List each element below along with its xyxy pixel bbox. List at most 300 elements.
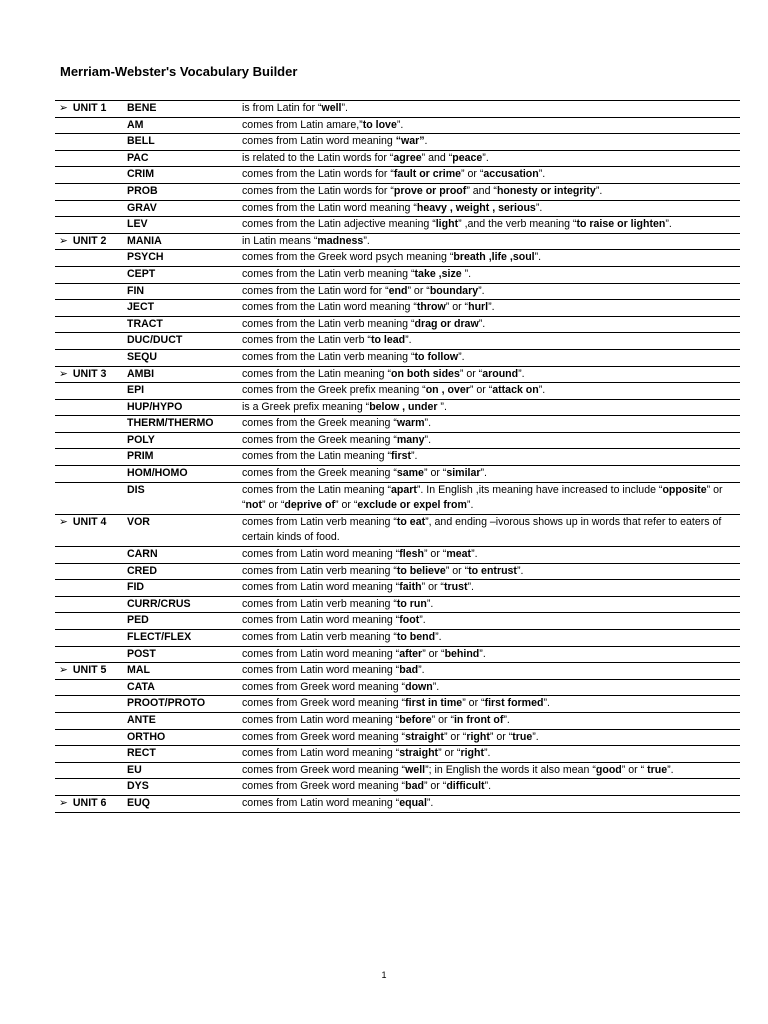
root-definition (237, 383, 740, 399)
unit-label: UNIT 2 (72, 234, 107, 247)
page-title: Merriam-Webster's Vocabulary Builder (60, 64, 298, 79)
root-definition (237, 201, 740, 217)
root-definition (237, 250, 740, 266)
table-row (55, 166, 740, 183)
definition-text: comes from the Greek word psych meaning “ (242, 251, 454, 264)
definition-keyword: fault or crime (393, 168, 462, 181)
root-definition (237, 416, 740, 432)
definition-text: ”. (595, 184, 603, 197)
definition-keyword: straight (399, 747, 439, 760)
definition-keyword: to believe (396, 564, 446, 577)
definition-text: ”. (467, 581, 474, 594)
definition-text: comes from Latin word meaning “ (242, 747, 400, 760)
definition-text: ”. (535, 201, 543, 214)
table-row (55, 233, 740, 250)
definition-text: comes from the Latin verb meaning “ (242, 317, 415, 330)
unit-block (55, 366, 740, 514)
definition-keyword: throw (416, 301, 446, 314)
word-root: EU (127, 763, 142, 776)
definition-text: comes from Latin word meaning “ (242, 581, 400, 594)
definition-text: ”. (479, 647, 486, 660)
unit-label-cell (55, 134, 122, 150)
word-root: FID (127, 581, 145, 594)
word-root: PROOT/PROTO (127, 697, 206, 710)
definition-keyword: faith (399, 581, 422, 594)
root-definition (237, 613, 740, 629)
word-root: TRACT (127, 317, 163, 330)
root-definition (237, 713, 740, 729)
definition-text: ” or “ (407, 284, 430, 297)
unit-label-cell (55, 779, 122, 795)
definition-text: ” or “ (423, 467, 447, 480)
root-definition (237, 466, 740, 482)
word-root: DYS (127, 780, 149, 793)
root-definition (237, 300, 740, 316)
root-definition (237, 515, 740, 546)
definition-keyword: good (595, 763, 622, 776)
definition-text: in Latin means “ (242, 234, 318, 247)
definition-keyword: not (245, 499, 263, 512)
root-definition (237, 746, 740, 762)
unit-label-cell (55, 317, 122, 333)
unit-label-cell (55, 367, 122, 383)
definition-keyword: to raise or lighten (576, 218, 666, 231)
definition-keyword: same (396, 467, 424, 480)
definition-keyword: boundary (429, 284, 479, 297)
unit-label-cell (55, 630, 122, 646)
definition-text: comes from the Greek prefix meaning “ (242, 384, 426, 397)
unit-label-cell (55, 184, 122, 200)
definition-text: ”. (667, 763, 674, 776)
definition-keyword: flesh (399, 548, 424, 561)
definition-text: ”. (488, 301, 495, 314)
word-root: THERM/THERMO (127, 417, 214, 430)
unit-block (55, 233, 740, 366)
root-definition (237, 763, 740, 779)
word-root: GRAV (127, 201, 157, 214)
unit-label-cell (55, 564, 122, 580)
definition-text: ” or “ (459, 367, 483, 380)
table-row (55, 679, 740, 696)
table-row (55, 283, 740, 300)
unit-label: UNIT 5 (72, 664, 107, 677)
definition-text: ” or “ (421, 581, 444, 594)
definition-keyword: prove or proof (393, 184, 467, 197)
word-root: HUP/HYPO (127, 400, 183, 413)
definition-keyword: peace (452, 151, 483, 164)
word-root: EPI (127, 384, 145, 397)
table-row (55, 795, 740, 813)
definition-text: ”. (538, 168, 546, 181)
word-root: MANIA (127, 234, 162, 247)
definition-keyword: take ,size (414, 267, 462, 280)
definition-text: comes from the Latin word for “ (242, 284, 389, 297)
table-row (55, 579, 740, 596)
definition-keyword: to eat (396, 515, 426, 528)
definition-keyword: straight (405, 730, 444, 743)
word-root: AM (127, 118, 144, 131)
table-row (55, 150, 740, 167)
definition-text: ” or “ (461, 168, 484, 181)
table-row (55, 712, 740, 729)
unit-label-cell (55, 201, 122, 217)
definition-text: ”. (424, 433, 432, 446)
word-root: CURR/CRUS (127, 597, 191, 610)
definition-text: ”. (516, 564, 524, 577)
definition-text: ” or “ (469, 384, 493, 397)
table-row (55, 662, 740, 679)
definition-text: comes from the Latin verb “ (242, 334, 371, 347)
definition-keyword: foot (399, 614, 420, 627)
definition-keyword: agree (393, 151, 422, 164)
root-definition (237, 284, 740, 300)
table-row (55, 366, 740, 383)
definition-text: ” or “ (431, 713, 454, 726)
definition-keyword: equal (399, 796, 427, 809)
word-root: EUQ (127, 796, 150, 809)
root-definition (237, 449, 740, 465)
definition-keyword: similar (446, 467, 481, 480)
definition-keyword: meat (446, 548, 472, 561)
definition-keyword: down (405, 680, 433, 693)
definition-keyword: apart (390, 483, 417, 496)
definition-text: comes from the Latin meaning “ (242, 450, 391, 463)
definition-text: ”. (532, 730, 539, 743)
definition-keyword: well (405, 763, 426, 776)
unit-label-cell (55, 647, 122, 663)
definition-text: comes from Greek word meaning “ (242, 780, 406, 793)
unit-label-cell (55, 167, 122, 183)
arrow-bullet-icon: ➢ (59, 664, 68, 677)
table-row (55, 249, 740, 266)
definition-keyword: behind (444, 647, 480, 660)
unit-label-cell (55, 234, 122, 250)
definition-text: ”. (418, 664, 425, 677)
definition-keyword: madness (317, 234, 364, 247)
definition-text: ” ,and the verb meaning “ (458, 218, 577, 231)
definition-text: ”. (363, 234, 370, 247)
root-definition (237, 101, 740, 117)
definition-keyword: breath ,life ,soul (453, 251, 535, 264)
root-definition (237, 333, 740, 349)
definition-keyword: to lead (370, 334, 406, 347)
definition-text: comes from the Greek meaning “ (242, 467, 397, 480)
definition-text: ”. (411, 450, 418, 463)
definition-text: comes from Latin word meaning (242, 135, 396, 148)
arrow-bullet-icon: ➢ (59, 367, 68, 380)
definition-text: ”. (426, 796, 434, 809)
unit-label-cell (55, 383, 122, 399)
definition-keyword: to entrust (468, 564, 517, 577)
unit-label-cell (55, 580, 122, 596)
definition-text: comes from the Latin word meaning “ (242, 201, 417, 214)
definition-keyword: after (399, 647, 423, 660)
root-definition (237, 564, 740, 580)
definition-text: comes from Greek word meaning “ (242, 730, 406, 743)
root-definition (237, 184, 740, 200)
definition-keyword: well (321, 102, 342, 114)
arrow-bullet-icon: ➢ (59, 102, 68, 114)
definition-text: comes from Latin verb meaning “ (242, 631, 397, 643)
definition-text: ”. (471, 548, 478, 561)
definition-text: ”. (466, 499, 474, 512)
unit-label-cell (55, 713, 122, 729)
definition-text: is a Greek prefix meaning “ (242, 400, 370, 413)
unit-label: UNIT 3 (72, 367, 107, 380)
definition-text: ”. (503, 713, 510, 726)
definition-text: ”. (534, 251, 542, 264)
definition-text: comes from Latin amare,” (242, 118, 363, 131)
unit-label-cell (55, 680, 122, 696)
root-definition (237, 779, 740, 795)
definition-text: ”. (419, 614, 426, 627)
definition-text: ” or “ (489, 730, 513, 743)
root-definition (237, 663, 740, 679)
definition-text: ” or “ (443, 730, 467, 743)
definition-keyword: to run (396, 597, 427, 610)
definition-keyword: bad (399, 664, 419, 677)
root-definition (237, 217, 740, 233)
definition-text: is related to the Latin words for “ (242, 151, 394, 164)
definition-text: ”. (396, 118, 404, 131)
unit-block (55, 795, 740, 813)
definition-text: comes from the Latin verb meaning “ (242, 267, 415, 280)
definition-keyword: attack on (492, 384, 539, 397)
definition-text: comes from Latin word meaning “ (242, 548, 400, 561)
unit-label-cell (55, 284, 122, 300)
definition-keyword: end (388, 284, 408, 297)
table-row (55, 546, 740, 563)
word-root: AMBI (127, 367, 155, 380)
definition-text: ”. (543, 697, 550, 710)
definition-text: ” and “ (466, 184, 497, 197)
unit-label-cell (55, 101, 122, 117)
definition-text: ” or “ (242, 483, 723, 512)
definition-text: ”. (424, 417, 432, 430)
unit-label-cell (55, 746, 122, 762)
table-row (55, 382, 740, 399)
definition-keyword: bad (405, 780, 424, 793)
unit-label-cell (55, 350, 122, 366)
unit-label-cell (55, 300, 122, 316)
root-definition (237, 483, 740, 514)
unit-label-cell (55, 118, 122, 134)
word-root: MAL (127, 664, 150, 677)
table-row (55, 695, 740, 712)
table-row (55, 100, 740, 117)
root-definition (237, 167, 740, 183)
table-row (55, 563, 740, 580)
definition-text: ”. (484, 780, 492, 793)
root-definition (237, 730, 740, 746)
table-row (55, 332, 740, 349)
definition-keyword: opposite (662, 483, 707, 496)
unit-label-cell (55, 763, 122, 779)
table-row (55, 448, 740, 465)
word-root: PAC (127, 151, 149, 164)
definition-keyword: around (482, 367, 519, 380)
definition-keyword: first formed (484, 697, 544, 710)
definition-keyword: right (460, 747, 484, 760)
definition-text: comes from Greek word meaning “ (242, 697, 406, 710)
definition-text: comes from Greek word meaning “ (242, 680, 406, 693)
word-root: POST (127, 647, 156, 660)
root-definition (237, 580, 740, 596)
definition-text: ”. (478, 317, 486, 330)
word-root: HOM/HOMO (127, 467, 188, 480)
vocabulary-table (55, 100, 740, 813)
definition-keyword: true (512, 730, 533, 743)
root-definition (237, 400, 740, 416)
root-definition (237, 680, 740, 696)
definition-text: ” or “ (422, 647, 445, 660)
definition-text: ” or “ (462, 697, 485, 710)
root-definition (237, 696, 740, 712)
definition-text: comes from Latin word meaning “ (242, 614, 400, 627)
unit-label-cell (55, 400, 122, 416)
word-root: RECT (127, 747, 156, 760)
table-row (55, 514, 740, 546)
definition-text: ”. (518, 367, 525, 380)
table-row (55, 778, 740, 795)
definition-text: comes from Latin word meaning “ (242, 713, 400, 726)
unit-label-cell (55, 267, 122, 283)
definition-text: ”. (405, 334, 412, 347)
unit-block (55, 100, 740, 233)
unit-label-cell (55, 796, 122, 812)
root-definition (237, 647, 740, 663)
unit-label: UNIT 4 (72, 515, 107, 528)
definition-keyword: trust (443, 581, 468, 594)
word-root: LEV (127, 218, 148, 231)
definition-text: ” or “ (445, 564, 469, 577)
unit-label-cell (55, 433, 122, 449)
definition-text: . (424, 135, 428, 148)
definition-keyword: honesty or integrity (496, 184, 596, 197)
word-root: CRED (127, 564, 158, 577)
word-root: POLY (127, 433, 155, 446)
word-root: CEPT (127, 267, 156, 280)
definition-text: ”. (461, 267, 472, 280)
definition-text: ” or “ (445, 301, 469, 314)
unit-label: UNIT 1 (72, 102, 107, 114)
definition-keyword: “war” (395, 135, 425, 148)
table-row (55, 349, 740, 366)
definition-text: ”. (478, 284, 485, 297)
table-row (55, 117, 740, 134)
definition-text: comes from the Latin meaning “ (242, 367, 391, 380)
word-root: PED (127, 614, 149, 627)
definition-keyword: to love (362, 118, 397, 131)
unit-label-cell (55, 663, 122, 679)
unit-label-cell (55, 515, 122, 546)
definition-text: comes from Latin word meaning “ (242, 796, 400, 809)
unit-label-cell (55, 466, 122, 482)
table-row (55, 762, 740, 779)
definition-text: comes from the Greek meaning “ (242, 433, 397, 446)
table-row (55, 399, 740, 416)
table-row (55, 612, 740, 629)
definition-text: comes from Latin verb meaning “ (242, 597, 397, 610)
root-definition (237, 796, 740, 812)
word-root: PSYCH (127, 251, 164, 264)
unit-label-cell (55, 416, 122, 432)
table-row (55, 432, 740, 449)
word-root: CRIM (127, 168, 155, 181)
root-definition (237, 630, 740, 646)
word-root: BENE (127, 102, 157, 114)
definition-text: ”. In English ,its meaning have increased to include “ (416, 483, 663, 496)
definition-text: ” or “ (621, 763, 648, 776)
definition-text: comes from Latin verb meaning “ (242, 515, 397, 528)
root-definition (237, 134, 740, 150)
definition-text: ” or “ (423, 548, 447, 561)
table-row (55, 596, 740, 613)
definition-text: comes from Greek word meaning “ (242, 763, 406, 776)
unit-label-cell (55, 449, 122, 465)
definition-keyword: on both sides (390, 367, 460, 380)
root-definition (237, 317, 740, 333)
unit-label-cell (55, 217, 122, 233)
definition-keyword: exclude or expel from (357, 499, 467, 512)
table-row (55, 316, 740, 333)
unit-label-cell (55, 151, 122, 167)
root-definition (237, 597, 740, 613)
definition-keyword: accusation (483, 168, 539, 181)
definition-keyword: before (399, 713, 432, 726)
definition-text: comes from Latin word meaning “ (242, 664, 400, 677)
unit-label-cell (55, 250, 122, 266)
definition-keyword: right (466, 730, 490, 743)
root-definition (237, 118, 740, 134)
definition-text: ”. (480, 467, 487, 480)
definition-keyword: to bend (396, 631, 436, 643)
definition-keyword: first (390, 450, 411, 463)
definition-text: ”. (484, 747, 491, 760)
word-root: DIS (127, 483, 145, 496)
word-root: ORTHO (127, 730, 166, 743)
definition-text: comes from the Latin adjective meaning “ (242, 218, 436, 231)
definition-keyword: light (435, 218, 459, 231)
definition-text: ”. (665, 218, 672, 231)
unit-label-cell (55, 547, 122, 563)
table-row (55, 216, 740, 233)
root-definition (237, 350, 740, 366)
unit-label-cell (55, 613, 122, 629)
unit-label-cell (55, 333, 122, 349)
definition-text: ”. (435, 631, 442, 643)
definition-keyword: on , over (425, 384, 470, 397)
root-definition (237, 367, 740, 383)
definition-text: comes from the Greek meaning “ (242, 417, 397, 430)
root-definition (237, 267, 740, 283)
arrow-bullet-icon: ➢ (59, 234, 68, 247)
word-root: DUC/DUCT (127, 334, 183, 347)
table-row (55, 465, 740, 482)
definition-keyword: true (647, 763, 668, 776)
definition-keyword: in front of (453, 713, 504, 726)
definition-keyword: to follow (414, 350, 459, 363)
word-root: VOR (127, 515, 150, 528)
definition-text: ”. (426, 597, 434, 610)
definition-text: ”, and ending –ivorous shows up in words that refer to eaters of certain kinds of food. (242, 515, 722, 544)
definition-keyword: difficult (446, 780, 485, 793)
root-definition (237, 151, 740, 167)
definition-keyword: deprive of (284, 499, 336, 512)
definition-text: ” or “ (335, 499, 358, 512)
unit-label-cell (55, 483, 122, 514)
table-row (55, 200, 740, 217)
